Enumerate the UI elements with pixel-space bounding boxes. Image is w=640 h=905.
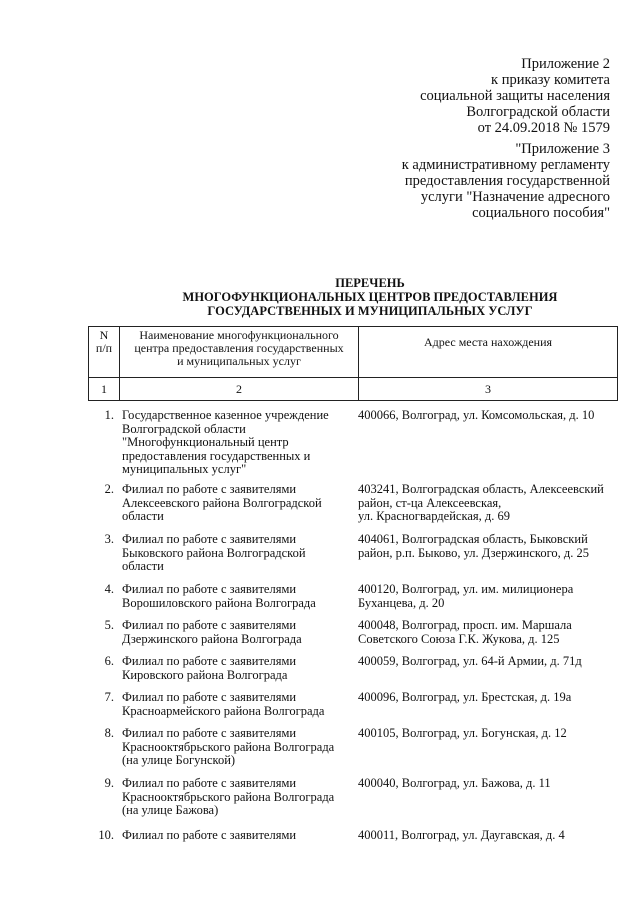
row-name-line: предоставления государственных и <box>122 448 311 463</box>
row-address-line: 403241, Волгоградская область, Алексеевский <box>358 482 604 496</box>
row-address-line: ул. Красногвардейская, д. 69 <box>358 509 510 523</box>
row-address <box>358 829 628 843</box>
row-name-line: Дзержинского района Волгограда <box>122 631 302 646</box>
row-name-line: Филиал по работе с заявителями <box>122 618 297 632</box>
row-mfc-name <box>122 533 354 574</box>
row-address-line: 400048, Волгоград, просп. им. Маршала <box>358 618 572 632</box>
row-mfc-name <box>122 619 354 646</box>
row-name-line: Филиал по работе с заявителями <box>122 828 297 842</box>
appendix-main-line: Приложение 2 <box>521 56 610 72</box>
row-name-line: Государственное казенное учреждение <box>122 408 329 422</box>
row-number: 4. <box>104 582 114 596</box>
appendix-main-line: социальной защиты населения <box>420 88 610 104</box>
appendix-inner-line: "Приложение 3 <box>515 141 610 157</box>
row-number: 1. <box>104 408 114 422</box>
row-name-line: Алексеевского района Волгоградской <box>122 495 322 510</box>
row-number: 8. <box>104 726 114 740</box>
row-name-line: Филиал по работе с заявителями <box>122 690 297 704</box>
appendix-inner-line: к административному регламенту <box>401 157 610 173</box>
row-mfc-name <box>122 777 354 818</box>
row-number: 9. <box>104 776 114 790</box>
row-name-line: Красноармейского района Волгограда <box>122 703 325 718</box>
title-line: ПЕРЕЧЕНЬ <box>335 276 405 290</box>
row-name-line: Краснооктябрьского района Волгограда <box>122 789 335 804</box>
row-address-line: 400040, Волгоград, ул. Бажова, д. 11 <box>358 776 551 790</box>
header-cell-number <box>89 327 120 378</box>
row-address-line: Советского Союза Г.К. Жукова, д. 125 <box>358 631 560 646</box>
row-mfc-name <box>122 829 354 843</box>
row-address <box>358 655 628 669</box>
row-address <box>358 409 628 423</box>
row-name-line: области <box>122 509 164 523</box>
row-mfc-name <box>122 691 354 718</box>
row-address-line: 400120, Волгоград, ул. им. милиционера <box>358 582 574 596</box>
row-address-line: 400105, Волгоград, ул. Богунская, д. 12 <box>358 726 567 740</box>
header-text: и муниципальных услуг <box>177 354 301 368</box>
row-name-line: Филиал по работе с заявителями <box>122 482 297 496</box>
row-mfc-name <box>122 727 354 768</box>
header-cell-address <box>359 327 618 378</box>
row-name-line: Кировского района Волгограда <box>122 667 288 682</box>
row-address <box>358 583 628 610</box>
appendix-inner-line: социального пособия" <box>472 205 610 221</box>
row-mfc-name <box>122 655 354 682</box>
row-number: 3. <box>104 532 114 546</box>
row-address-line: 400066, Волгоград, ул. Комсомольская, д. 10 <box>358 408 595 422</box>
row-address <box>358 533 628 560</box>
row-name-line: Филиал по работе с заявителями <box>122 654 297 668</box>
row-name-line: муниципальных услуг" <box>122 462 247 476</box>
row-number: 5. <box>104 618 114 632</box>
row-name-line: Быковского района Волгоградской <box>122 545 306 560</box>
row-address <box>358 777 628 791</box>
appendix-main <box>420 56 610 136</box>
row-number: 7. <box>104 690 114 704</box>
row-name-line: (на улице Бажова) <box>122 803 219 817</box>
row-number: 2. <box>104 482 114 496</box>
header-text: Адрес места нахождения <box>423 335 553 349</box>
table-header <box>88 326 618 401</box>
row-number: 6. <box>104 654 114 668</box>
appendix-inner-line: услуги "Назначение адресного <box>420 189 610 205</box>
appendix-main-line: от 24.09.2018 № 1579 <box>477 120 610 136</box>
row-name-line: "Многофункциональный центр <box>122 435 289 449</box>
row-address <box>358 483 628 524</box>
row-address-line: Буханцева, д. 20 <box>358 595 445 610</box>
column-number-cell: 1 <box>89 378 120 401</box>
header-text: N <box>99 328 109 342</box>
row-name-line: Краснооктябрьского района Волгограда <box>122 739 335 754</box>
row-address <box>358 619 628 646</box>
row-name-line: (на улице Богунской) <box>122 753 236 767</box>
row-address-line: 400096, Волгоград, ул. Брестская, д. 19а <box>358 690 572 704</box>
row-name-line: Филиал по работе с заявителями <box>122 726 297 740</box>
appendix-inner-line: предоставления государственной <box>404 173 610 189</box>
row-address-line: 404061, Волгоградская область, Быковский <box>358 532 588 546</box>
title-line: МНОГОФУНКЦИОНАЛЬНЫХ ЦЕНТРОВ ПРЕДОСТАВЛЕНИЯ <box>182 290 558 304</box>
row-address-line: 400011, Волгоград, ул. Даугавская, д. 4 <box>358 828 565 842</box>
column-number-cell: 3 <box>359 378 618 401</box>
header-text: центра предоставления государственных <box>134 341 344 355</box>
appendix-main-line: к приказу комитета <box>491 72 610 88</box>
row-name-line: Филиал по работе с заявителями <box>122 776 297 790</box>
row-address-line: район, р.п. Быково, ул. Дзержинского, д. 25 <box>358 545 590 560</box>
title-line: ГОСУДАРСТВЕННЫХ И МУНИЦИПАЛЬНЫХ УСЛУГ <box>207 304 533 318</box>
row-name-line: Филиал по работе с заявителями <box>122 582 297 596</box>
row-address <box>358 691 628 705</box>
appendix-inner <box>402 141 610 221</box>
header-text: п/п <box>95 341 113 355</box>
row-address <box>358 727 628 741</box>
document-title <box>90 276 640 318</box>
header-text: Наименование многофункционального <box>139 328 339 342</box>
row-name-line: Волгоградской области <box>122 421 246 436</box>
row-mfc-name <box>122 583 354 610</box>
row-mfc-name <box>122 409 354 477</box>
row-name-line: области <box>122 559 164 573</box>
row-name-line: Ворошиловского района Волгограда <box>122 595 316 610</box>
row-address-line: 400059, Волгоград, ул. 64-й Армии, д. 71д <box>358 654 582 668</box>
row-address-line: район, ст-ца Алексеевская, <box>358 495 502 510</box>
row-mfc-name <box>122 483 354 524</box>
appendix-main-line: Волгоградской области <box>466 104 610 120</box>
row-number: 10. <box>98 828 114 842</box>
column-number-cell: 2 <box>120 378 359 401</box>
header-cell-name <box>120 327 359 378</box>
row-name-line: Филиал по работе с заявителями <box>122 532 297 546</box>
